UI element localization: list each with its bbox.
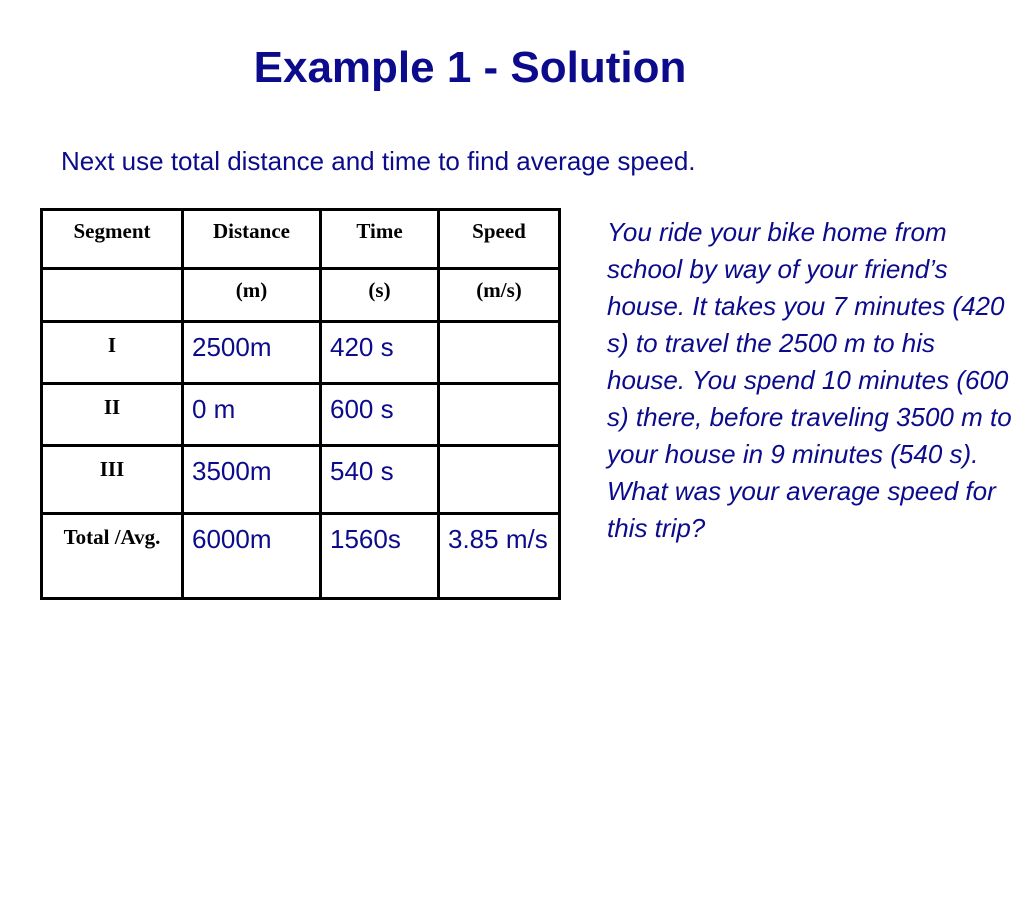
header-time: Time: [321, 210, 439, 269]
segment-label: III: [42, 446, 183, 514]
segment-label: I: [42, 322, 183, 384]
instruction-text: Next use total distance and time to find average speed.: [61, 146, 696, 176]
header-speed: Speed: [439, 210, 560, 269]
speed-cell: 3.85 m/s: [439, 514, 560, 599]
table-header-row: [42, 210, 560, 269]
header-distance: Distance: [183, 210, 321, 269]
distance-cell: 0 m: [183, 384, 321, 446]
speed-cell: [439, 384, 560, 446]
distance-cell: 6000m: [183, 514, 321, 599]
problem-statement: You ride your bike home from school by way of your friend’s house. It takes you 7 minutes (420 s) to travel the 2500 m to his house. You spend 10 minutes (600 s) there, before traveling 3500 m to your house in 9 minutes (540 s). What was your average speed for this trip?: [607, 217, 1012, 543]
unit-speed: (m/s): [439, 269, 560, 322]
segment-label: Total /Avg.: [42, 514, 183, 599]
speed-table: [40, 208, 561, 600]
unit-distance: (m): [183, 269, 321, 322]
header-segment: Segment: [42, 210, 183, 269]
page-title: Example 1 - Solution: [253, 43, 687, 92]
distance-cell: 2500m: [183, 322, 321, 384]
time-cell: 1560s: [321, 514, 439, 599]
distance-cell: 3500m: [183, 446, 321, 514]
speed-cell: [439, 446, 560, 514]
table-row: [42, 322, 560, 384]
table-row: [42, 446, 560, 514]
time-cell: 420 s: [321, 322, 439, 384]
unit-time: (s): [321, 269, 439, 322]
speed-cell: [439, 322, 560, 384]
table-row-total: [42, 514, 560, 599]
time-cell: 540 s: [321, 446, 439, 514]
segment-label: II: [42, 384, 183, 446]
time-cell: 600 s: [321, 384, 439, 446]
table-units-row: [42, 269, 560, 322]
table-row: [42, 384, 560, 446]
unit-segment: [42, 269, 183, 322]
